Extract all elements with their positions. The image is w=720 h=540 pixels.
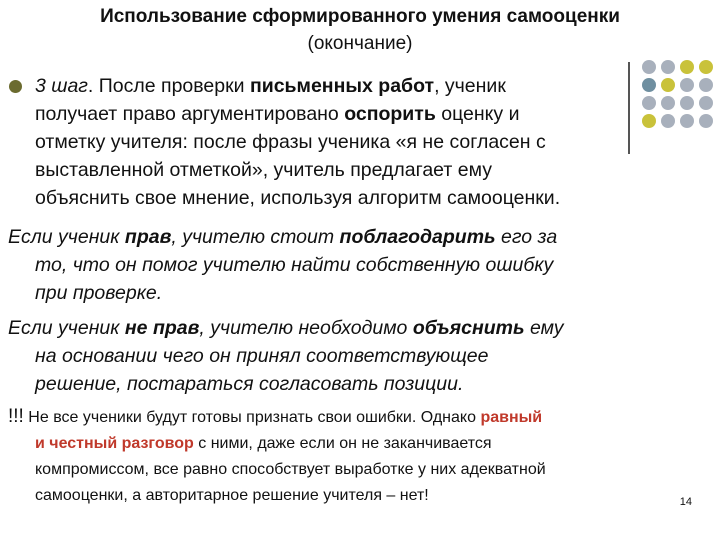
paragraph-note: !!! Не все ученики будут готовы признать свои ошибки. Однако равный и честный разговор с ними, даже если он не заканчивается компромиссом, все равно способствует выработке у них адекватной самооценки, а авторитарное решение учителя – нет!	[8, 406, 546, 504]
slide-title: Использование сформированного умения самооценки	[100, 6, 620, 27]
paragraph-step3: 3 шаг. После проверки письменных работ, ученик получает право аргументировано оспорить оценку и отметку учителя: после фразы ученика «я не согласен с выставленной отметкой», учитель предлагает ему объяснить свое мнение, используя алгоритм самооценки.	[35, 75, 561, 209]
page-number: 14	[679, 496, 692, 508]
exclamation-mark: !!!	[8, 406, 24, 427]
step-label: 3 шаг	[35, 75, 88, 97]
slide-subtitle: (окончание)	[307, 33, 413, 54]
paragraph-student-right: Если ученик прав, учителю стоит поблагодарить его за то, что он помог учителю найти собственную ошибку при проверке.	[8, 226, 558, 304]
paragraph-student-wrong: Если ученик не прав, учителю необходимо объяснить ему на основании чего он принял соответствующее решение, постараться согласовать позиции.	[8, 317, 564, 395]
